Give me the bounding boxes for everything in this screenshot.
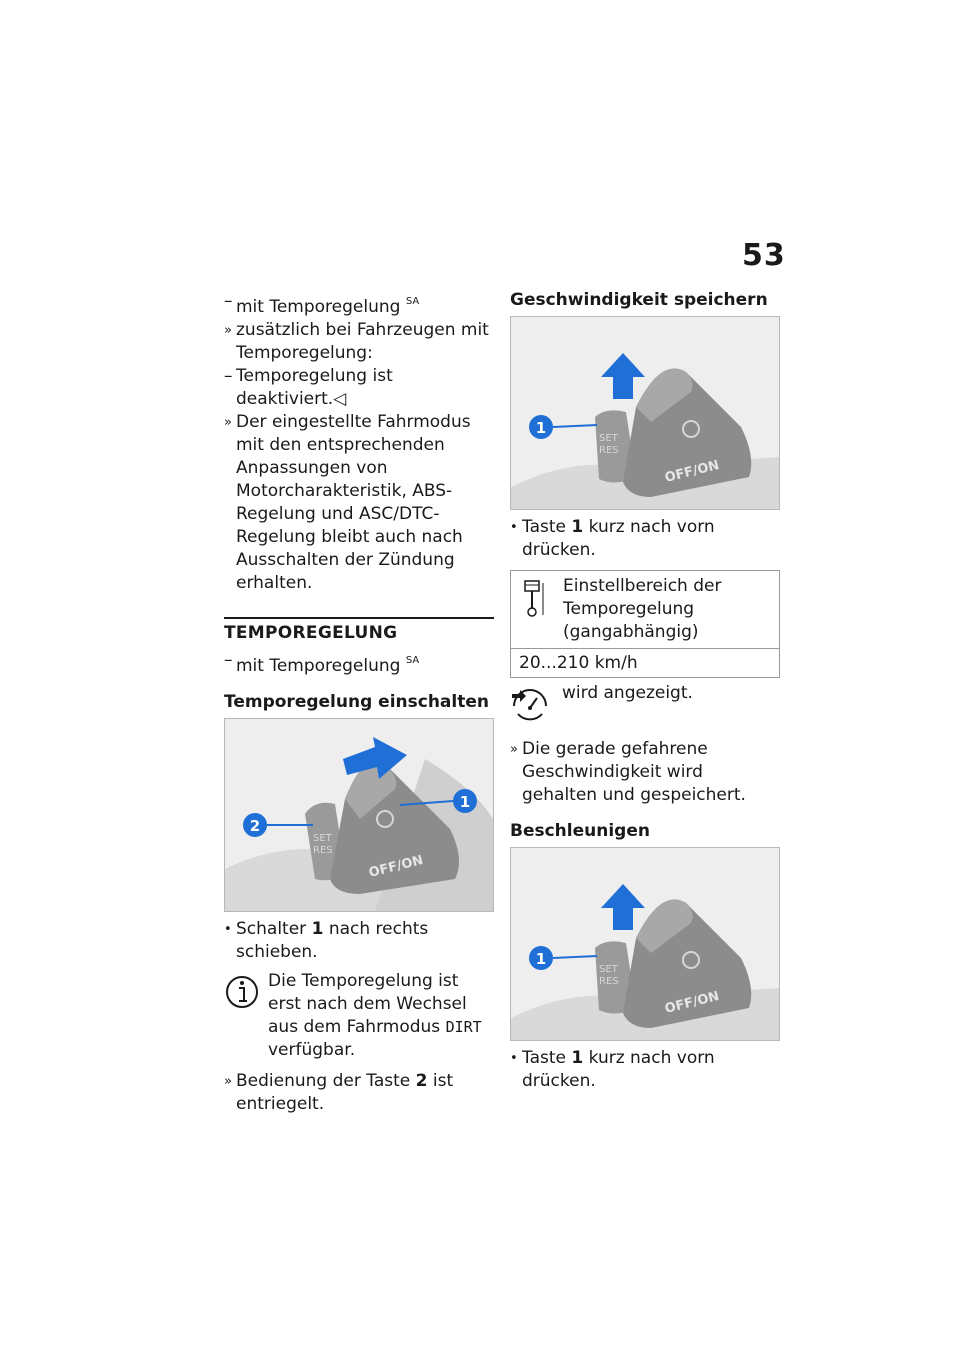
step-text-post: nach rechts schieben. <box>236 919 429 962</box>
result-line <box>510 738 780 807</box>
availability-text: mit Temporegelung <box>236 656 401 676</box>
step-text-post: kurz nach vorn drücken. <box>522 517 715 560</box>
result-mark: » <box>224 1074 232 1089</box>
step-item <box>510 1047 780 1093</box>
result-mark: » <box>510 742 518 757</box>
result-text: zusätzlich bei Fahrzeugen mit Temporegelung: <box>236 320 489 363</box>
spec-table-label: Einstellbereich der Temporegelung (gangabhängig) <box>563 576 722 642</box>
mode-name: DIRT <box>445 1018 482 1036</box>
res-label: RES <box>599 976 619 987</box>
result-number: 2 <box>415 1071 428 1091</box>
callout-1: 1 <box>535 950 547 968</box>
result-mark: » <box>224 323 232 338</box>
spec-table-header <box>511 571 779 649</box>
result-mark: » <box>224 415 232 430</box>
result-text: Die gerade gefahrene Geschwindigkeit wird gehalten und gespeichert. <box>522 739 746 805</box>
step-item <box>224 918 494 964</box>
note-text-b: verfügbar. <box>268 1040 356 1060</box>
offon-label: OFF/ON <box>663 457 721 486</box>
result-line <box>224 319 494 365</box>
availability-text: mit Temporegelung <box>236 297 401 317</box>
condition-line <box>224 365 494 411</box>
note-text-a: Die Temporegelung ist erst nach dem Wechsel aus dem Fahrmodus <box>268 971 467 1037</box>
cruise-control-indicator-icon <box>510 684 550 724</box>
availability-line <box>224 649 494 678</box>
step-bullet: • <box>510 1051 518 1066</box>
step-number: 1 <box>571 1048 584 1068</box>
step-number: 1 <box>571 517 584 537</box>
condition-text: Temporegelung ist deaktiviert.◁ <box>236 366 393 409</box>
res-label: RES <box>313 845 333 856</box>
offon-label: OFF/ON <box>367 852 425 881</box>
button-illustration-save <box>510 316 780 510</box>
result-line <box>224 411 494 595</box>
callout-1: 1 <box>459 793 471 811</box>
switch-illustration <box>224 718 494 912</box>
availability-line <box>224 290 494 319</box>
sa-superscript: SA <box>405 296 420 307</box>
page-number: 53 <box>742 238 786 273</box>
set-label: SET <box>599 964 618 975</box>
set-label: SET <box>313 833 332 844</box>
spec-table-value: 20...210 km/h <box>519 653 638 673</box>
indicator-line <box>510 682 780 728</box>
sa-superscript: SA <box>405 655 420 666</box>
result-line <box>224 1070 494 1116</box>
dash-mark: – <box>224 291 233 311</box>
info-icon <box>224 972 264 1010</box>
callout-2: 2 <box>249 817 261 835</box>
res-label: RES <box>599 445 619 456</box>
step-text-post: kurz nach vorn drücken. <box>522 1048 715 1091</box>
dash-mark: – <box>224 366 233 386</box>
step-bullet: • <box>224 922 232 937</box>
result-text: Der eingestellte Fahrmodus mit den entsprechenden Anpassungen von Motorcharakteristik, ABS-Regelung und ASC/DTC-Regelung bleibt auch nach Ausschalten der Zündung erhalten. <box>236 412 471 593</box>
subsection-title: Beschleunigen <box>510 821 650 841</box>
spec-table <box>510 570 780 678</box>
step-text-pre: Taste <box>522 1048 572 1068</box>
result-text-pre: Bedienung der Taste <box>236 1071 416 1091</box>
dash-mark: – <box>224 650 233 670</box>
subsection-title: Geschwindigkeit speichern <box>510 290 768 310</box>
indicator-text: wird angezeigt. <box>562 683 693 703</box>
right-column <box>510 290 780 1093</box>
step-text-pre: Taste <box>522 517 572 537</box>
step-item <box>510 516 780 562</box>
left-column <box>224 290 494 1116</box>
piston-icon <box>519 579 547 619</box>
info-note <box>224 970 494 1062</box>
callout-1: 1 <box>535 419 547 437</box>
section-title: TEMPOREGELUNG <box>224 617 494 643</box>
step-bullet: • <box>510 520 518 535</box>
offon-label: OFF/ON <box>663 988 721 1017</box>
subsection-title: Temporegelung einschalten <box>224 692 489 712</box>
step-text-pre: Schalter <box>236 919 312 939</box>
set-label: SET <box>599 433 618 444</box>
step-number: 1 <box>311 919 324 939</box>
button-illustration-accelerate <box>510 847 780 1041</box>
result-text-post: ist entriegelt. <box>236 1071 454 1114</box>
